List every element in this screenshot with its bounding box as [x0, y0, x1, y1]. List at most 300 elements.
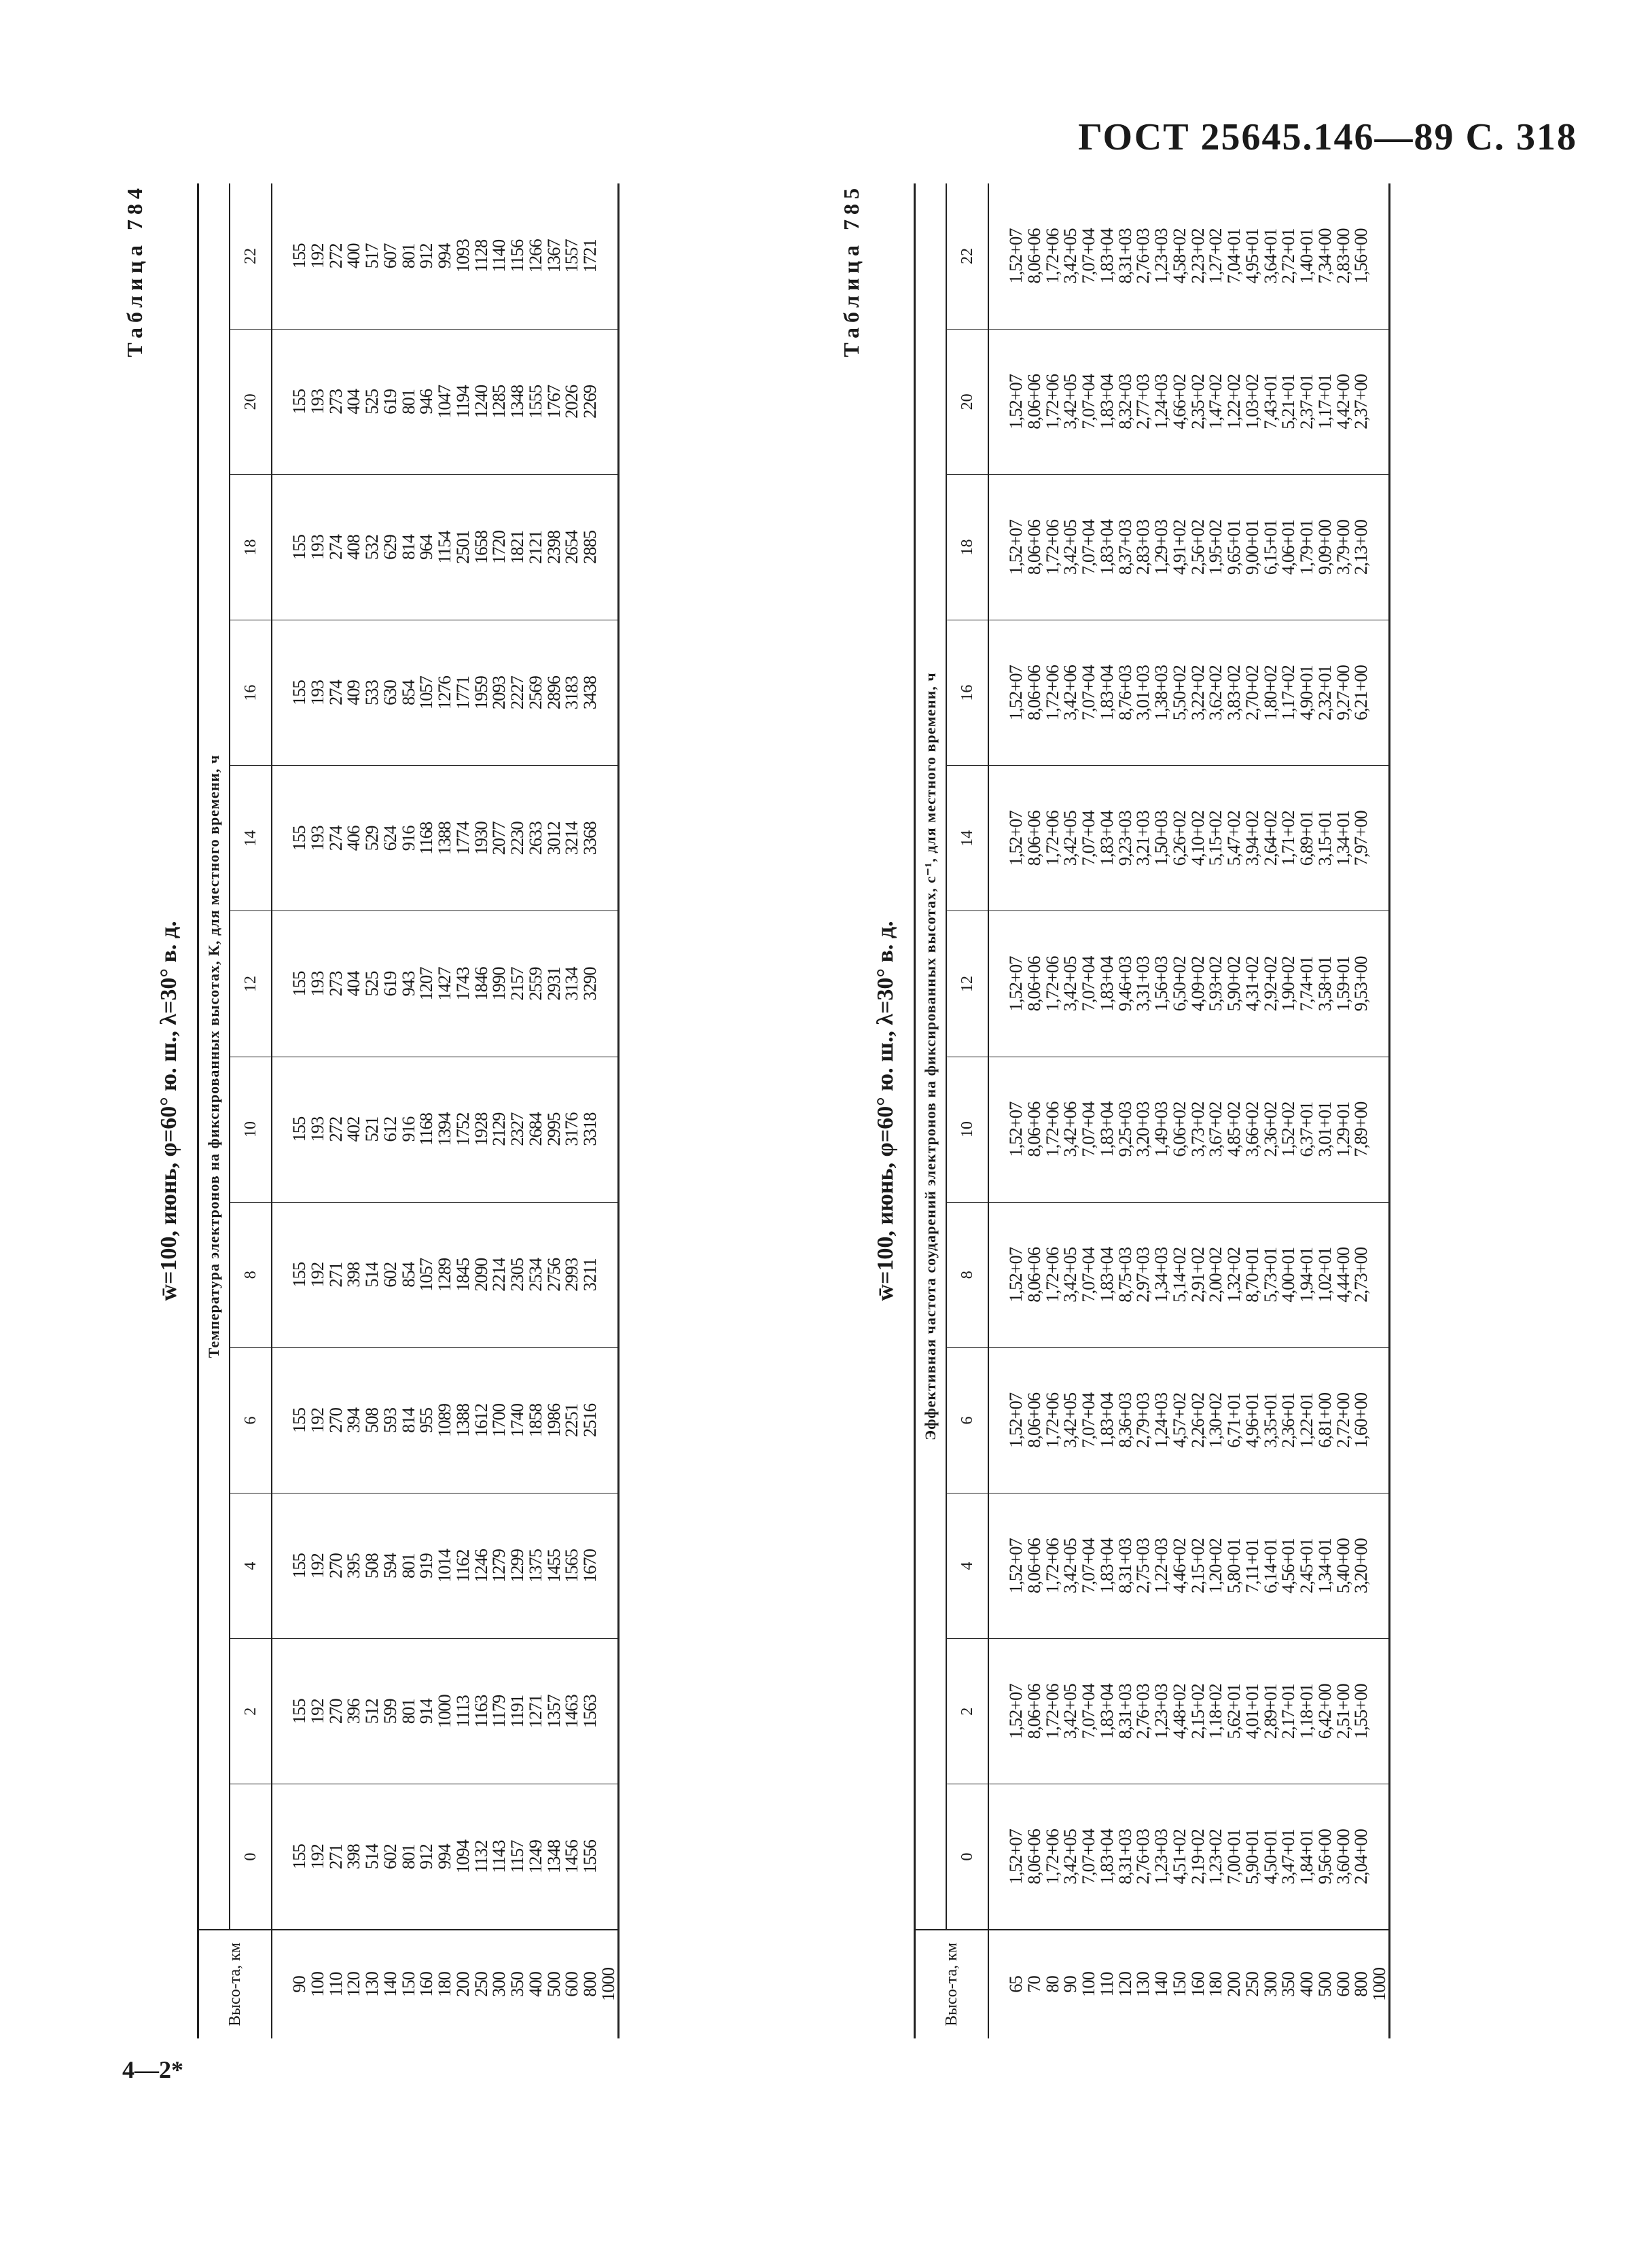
table-cell: 943	[397, 971, 418, 997]
table-cell: 394	[343, 1408, 364, 1433]
table-cell: 1455	[543, 1549, 564, 1583]
table-cell: 1179	[488, 1695, 509, 1728]
table-cell: 3176	[561, 1112, 582, 1146]
table-cell: 1,83+04	[1096, 228, 1117, 284]
table-cell: 916	[397, 1116, 418, 1142]
table-cell: 155	[289, 1116, 309, 1142]
table-cell: 3438	[579, 676, 600, 710]
value-column-6	[988, 1347, 1389, 1493]
height-value: 500	[543, 1972, 564, 1997]
table-cell: 2398	[543, 531, 564, 565]
table-cell: 1,72+06	[1041, 1393, 1062, 1448]
table-cell: 7,11+01	[1241, 1538, 1262, 1593]
table-cell: 1743	[452, 967, 473, 1001]
hour-header-8: 8	[946, 1202, 988, 1347]
height-value: 180	[434, 1972, 454, 1997]
table-cell: 5,14+02	[1168, 1247, 1189, 1303]
height-value: 350	[1278, 1972, 1299, 1997]
table-cell: 2993	[561, 1258, 582, 1292]
hour-header-8: 8	[230, 1202, 272, 1347]
table-cell: 6,14+01	[1259, 1538, 1280, 1594]
height-value: 1000	[597, 1968, 618, 2001]
table-cell: 2,19+02	[1187, 1829, 1208, 1885]
table-cell: 3318	[579, 1112, 600, 1146]
table-cell: 7,04+01	[1223, 228, 1244, 284]
table-cell: 619	[379, 971, 400, 997]
table-cell: 801	[397, 389, 418, 414]
table-cell: 8,37+03	[1114, 520, 1135, 575]
table-cell: 1670	[579, 1549, 600, 1583]
table-cell: 2633	[524, 821, 545, 855]
height-value: 130	[361, 1972, 382, 1997]
table-cell: 1132	[470, 1840, 491, 1873]
value-column-12	[272, 911, 618, 1057]
table-cell: 1,72+06	[1041, 1247, 1062, 1303]
table-cell: 1,52+07	[1005, 1538, 1026, 1594]
table-cell: 2227	[507, 676, 527, 710]
table-cell: 7,07+04	[1078, 1538, 1098, 1594]
value-column-4	[988, 1493, 1389, 1639]
table-cell: 1555	[524, 385, 545, 419]
table-cell: 2,79+03	[1132, 1393, 1153, 1448]
table-cell: 4,09+02	[1187, 956, 1208, 1012]
table-cell: 8,06+06	[1023, 1247, 1044, 1303]
table-cell: 4,00+01	[1278, 1247, 1299, 1303]
table-cell: 1246	[470, 1549, 491, 1583]
table-cell: 1,72+06	[1041, 520, 1062, 575]
height-value: 140	[379, 1972, 400, 1997]
hour-header-4: 4	[230, 1493, 272, 1639]
table-cell: 1,03+02	[1241, 374, 1262, 429]
table-cell: 1194	[452, 385, 473, 419]
table-cell: 2157	[507, 967, 527, 1001]
table-cell: 1388	[452, 1403, 473, 1437]
table-cell: 3,42+05	[1060, 811, 1081, 866]
table-cell: 1,72+06	[1041, 374, 1062, 429]
table-cell: 1556	[579, 1840, 600, 1874]
table-cell: 1,80+02	[1259, 665, 1280, 721]
table-784-label: Таблица 784	[122, 183, 147, 357]
table-cell: 1348	[543, 1840, 564, 1874]
table-cell: 2121	[524, 531, 545, 565]
table-cell: 9,09+00	[1314, 520, 1335, 575]
table-cell: 1721	[579, 239, 600, 273]
table-cell: 192	[306, 1262, 327, 1288]
table-cell: 7,07+04	[1078, 665, 1098, 721]
table-cell: 1375	[524, 1549, 545, 1583]
hour-header-22: 22	[946, 183, 988, 329]
table-cell: 8,06+06	[1023, 956, 1044, 1012]
table-cell: 1057	[416, 1258, 437, 1292]
table-cell: 1,72+06	[1041, 811, 1062, 866]
table-cell: 6,37+01	[1296, 1101, 1316, 1157]
table-cell: 3,42+05	[1060, 1538, 1081, 1594]
table-cell: 400	[343, 243, 364, 269]
table-cell: 801	[397, 1553, 418, 1578]
hour-header-row	[230, 183, 272, 2038]
table-cell: 402	[343, 1116, 364, 1142]
table-cell: 2,37+00	[1350, 374, 1371, 429]
table-cell: 912	[416, 243, 437, 269]
table-cell: 155	[289, 680, 309, 706]
table-cell: 8,06+06	[1023, 374, 1044, 429]
table-cell: 7,43+01	[1259, 374, 1280, 429]
table-cell: 398	[343, 1262, 364, 1288]
table-cell: 7,07+04	[1078, 1684, 1098, 1739]
table-cell: 2756	[543, 1258, 564, 1292]
table-cell: 1113	[452, 1695, 473, 1728]
value-column-22	[272, 183, 618, 329]
table-cell: 2,70+02	[1241, 665, 1262, 721]
table-cell: 2569	[524, 676, 545, 710]
table-cell: 1299	[507, 1549, 527, 1583]
table-cell: 1846	[470, 967, 491, 1001]
table-cell: 1,18+01	[1296, 1684, 1316, 1739]
table-cell: 4,56+01	[1278, 1538, 1299, 1594]
table-cell: 6,71+01	[1223, 1393, 1244, 1448]
group-header: Температура электронов на фиксированных высотах, К, для местного времени, ч	[198, 183, 230, 1930]
table-cell: 9,25+03	[1114, 1101, 1135, 1157]
table-cell: 2305	[507, 1258, 527, 1292]
table-cell: 1,56+00	[1350, 228, 1371, 284]
table-cell: 3,42+06	[1060, 1101, 1081, 1157]
table-cell: 1821	[507, 531, 527, 565]
table-cell: 3,21+03	[1132, 811, 1153, 866]
table-cell: 2,35+02	[1187, 374, 1208, 429]
height-value: 130	[1132, 1972, 1153, 1997]
table-cell: 7,07+04	[1078, 1101, 1098, 1157]
table-cell: 6,42+00	[1314, 1684, 1335, 1739]
table-cell: 1,23+02	[1205, 1829, 1226, 1885]
table-cell: 1986	[543, 1403, 564, 1437]
table-cell: 508	[361, 1408, 382, 1433]
table-cell: 1700	[488, 1403, 509, 1437]
height-value: 90	[289, 1976, 309, 1993]
table-cell: 3,31+03	[1132, 956, 1153, 1012]
table-cell: 2,36+02	[1259, 1101, 1280, 1157]
table-body-row	[988, 183, 1389, 2038]
table-cell: 192	[306, 1844, 327, 1870]
table-cell: 916	[397, 826, 418, 851]
table-cell: 1,52+07	[1005, 956, 1026, 1012]
table-cell: 1,83+04	[1096, 811, 1117, 866]
table-cell: 5,90+01	[1241, 1829, 1262, 1885]
hour-header-12: 12	[230, 911, 272, 1057]
table-cell: 274	[325, 680, 346, 706]
height-value: 80	[1041, 1976, 1062, 1993]
table-cell: 919	[416, 1553, 437, 1578]
table-cell: 155	[289, 1553, 309, 1578]
table-cell: 4,46+02	[1168, 1538, 1189, 1594]
table-cell: 2,26+02	[1187, 1393, 1208, 1448]
table-cell: 8,76+03	[1114, 665, 1135, 721]
value-column-18	[988, 474, 1389, 620]
table-cell: 1752	[452, 1112, 473, 1146]
table-cell: 1456	[561, 1840, 582, 1874]
height-value: 100	[1078, 1972, 1098, 1997]
table-cell: 2077	[488, 821, 509, 855]
table-cell: 801	[397, 243, 418, 269]
table-cell: 3,58+01	[1314, 956, 1335, 1012]
table-cell: 1,72+06	[1041, 665, 1062, 721]
table-cell: 1774	[452, 821, 473, 855]
hour-header-6: 6	[946, 1347, 988, 1493]
height-value: 150	[397, 1972, 418, 1997]
height-value: 800	[579, 1972, 600, 1997]
table-cell: 1,72+06	[1041, 228, 1062, 284]
table-cell: 1,47+02	[1205, 374, 1226, 429]
table-cell: 4,96+01	[1241, 1393, 1262, 1448]
value-column-10	[272, 1057, 618, 1202]
table-cell: 602	[379, 1262, 400, 1288]
height-value: 150	[1168, 1972, 1189, 1997]
table-cell: 3,01+03	[1132, 665, 1153, 721]
height-column	[988, 1930, 1389, 2038]
table-cell: 946	[416, 389, 437, 414]
table-cell: 7,07+04	[1078, 374, 1098, 429]
table-cell: 404	[343, 389, 364, 414]
table-cell: 2,92+02	[1259, 956, 1280, 1012]
hour-header-12: 12	[946, 911, 988, 1057]
table-cell: 619	[379, 389, 400, 414]
table-cell: 155	[289, 389, 309, 414]
table-cell: 2,76+03	[1132, 228, 1153, 284]
table-cell: 1240	[470, 385, 491, 419]
value-column-20	[272, 329, 618, 474]
table-cell: 1057	[416, 676, 437, 710]
table-cell: 6,06+02	[1168, 1101, 1189, 1157]
table-cell: 4,10+02	[1187, 811, 1208, 866]
table-cell: 3,42+05	[1060, 1829, 1081, 1885]
value-column-6	[272, 1347, 618, 1493]
height-column-header: Высо-та, км	[198, 1930, 272, 2038]
table-cell: 8,75+03	[1114, 1247, 1135, 1303]
table-cell: 193	[306, 535, 327, 560]
height-value: 250	[1241, 1972, 1262, 1997]
table-cell: 599	[379, 1699, 400, 1725]
table-cell: 192	[306, 1553, 327, 1578]
table-cell: 1,52+07	[1005, 665, 1026, 721]
table-cell: 1,40+01	[1296, 228, 1316, 284]
table-cell: 8,70+01	[1241, 1247, 1262, 1303]
table-cell: 2896	[543, 676, 564, 710]
table-cell: 3,20+00	[1350, 1538, 1371, 1594]
table-cell: 2,45+01	[1296, 1538, 1316, 1594]
table-cell: 1,52+07	[1005, 1101, 1026, 1157]
table-cell: 1720	[488, 531, 509, 565]
hour-header-16: 16	[230, 620, 272, 766]
table-cell: 1162	[452, 1549, 473, 1583]
table-cell: 1128	[470, 239, 491, 272]
table-cell: 7,07+04	[1078, 520, 1098, 575]
table-cell: 2,56+02	[1187, 520, 1208, 575]
table-cell: 9,65+01	[1223, 520, 1244, 575]
table-cell: 8,06+06	[1023, 1829, 1044, 1885]
table-cell: 1,27+02	[1205, 228, 1226, 284]
table-cell: 8,06+06	[1023, 1393, 1044, 1448]
height-value: 400	[1296, 1972, 1316, 1997]
table-cell: 5,62+01	[1223, 1684, 1244, 1739]
table-cell: 6,81+00	[1314, 1393, 1335, 1448]
table-cell: 9,56+00	[1314, 1829, 1335, 1885]
height-value: 180	[1205, 1972, 1226, 1997]
value-column-2	[988, 1639, 1389, 1784]
table-cell: 1,72+06	[1041, 1829, 1062, 1885]
table-cell: 7,34+00	[1314, 228, 1335, 284]
table-cell: 7,07+04	[1078, 228, 1098, 284]
table-cell: 5,15+02	[1205, 811, 1226, 866]
table-cell: 406	[343, 826, 364, 851]
table-cell: 8,31+03	[1114, 228, 1135, 284]
table-cell: 1266	[524, 239, 545, 273]
table-cell: 1,52+02	[1278, 1101, 1299, 1157]
hour-header-14: 14	[230, 766, 272, 911]
table-cell: 1,34+01	[1332, 811, 1353, 866]
value-column-22	[988, 183, 1389, 329]
value-column-10	[988, 1057, 1389, 1202]
table-cell: 8,06+06	[1023, 1684, 1044, 1739]
table-cell: 155	[289, 1408, 309, 1433]
table-cell: 814	[397, 1408, 418, 1433]
table-cell: 1767	[543, 385, 564, 419]
table-cell: 155	[289, 971, 309, 997]
table-cell: 2129	[488, 1112, 509, 1146]
table-cell: 1557	[561, 239, 582, 273]
table-cell: 1140	[488, 239, 509, 272]
table-cell: 1,56+03	[1151, 956, 1171, 1012]
table-cell: 1394	[434, 1112, 454, 1146]
table-cell: 7,07+04	[1078, 1829, 1098, 1885]
table-cell: 2,37+01	[1296, 374, 1316, 429]
height-value: 1000	[1369, 1968, 1389, 2001]
table-cell: 5,50+02	[1168, 665, 1189, 721]
table-cell: 1740	[507, 1403, 527, 1437]
table-cell: 8,06+06	[1023, 520, 1044, 575]
table-cell: 1858	[524, 1403, 545, 1437]
table-cell: 1,34+01	[1314, 1538, 1335, 1594]
table-cell: 2026	[561, 385, 582, 419]
table-cell: 1,83+04	[1096, 1829, 1117, 1885]
table-cell: 2,97+03	[1132, 1247, 1153, 1303]
table-cell: 8,32+03	[1114, 374, 1135, 429]
table-cell: 3214	[561, 821, 582, 855]
table-cell: 5,47+02	[1223, 811, 1244, 866]
table-784-panel	[122, 183, 788, 2038]
table-cell: 1,02+01	[1314, 1247, 1335, 1303]
table-785-panel	[839, 183, 1552, 2038]
table-cell: 1156	[507, 239, 527, 272]
table-cell: 1157	[507, 1840, 527, 1873]
table-cell: 4,85+02	[1223, 1101, 1244, 1157]
table-cell: 2093	[488, 676, 509, 710]
height-value: 100	[306, 1972, 327, 1997]
table-cell: 274	[325, 535, 346, 560]
table-cell: 2230	[507, 821, 527, 855]
table-cell: 4,44+00	[1332, 1247, 1353, 1303]
height-column-header: Высо-та, км	[915, 1930, 989, 2038]
table-cell: 2,17+01	[1278, 1684, 1299, 1739]
table-cell: 1,72+06	[1041, 1101, 1062, 1157]
height-value: 140	[1151, 1972, 1171, 1997]
table-cell: 5,90+02	[1223, 956, 1244, 1012]
table-cell: 607	[379, 243, 400, 269]
table-cell: 9,53+00	[1350, 956, 1371, 1012]
table-cell: 1845	[452, 1258, 473, 1292]
table-cell: 155	[289, 243, 309, 269]
table-cell: 1093	[452, 239, 473, 273]
table-cell: 155	[289, 1699, 309, 1725]
table-cell: 155	[289, 826, 309, 851]
height-value: 500	[1314, 1972, 1335, 1997]
table-cell: 192	[306, 243, 327, 269]
hour-header-0: 0	[946, 1784, 988, 1930]
hour-header-6: 6	[230, 1347, 272, 1493]
table-cell: 3183	[561, 676, 582, 710]
hour-header-4: 4	[946, 1493, 988, 1639]
value-column-0	[988, 1784, 1389, 1930]
height-column	[272, 1930, 618, 2038]
table-cell: 4,58+02	[1168, 228, 1189, 284]
table-cell: 1463	[561, 1695, 582, 1729]
height-value: 120	[343, 1972, 364, 1997]
table-785-caption: w̄=100, июнь, φ=60° ю. ш., λ=30° в. д.	[873, 921, 898, 1301]
table-cell: 193	[306, 971, 327, 997]
table-cell: 3,60+00	[1332, 1829, 1353, 1885]
table-cell: 2559	[524, 967, 545, 1001]
table-cell: 193	[306, 389, 327, 414]
table-cell: 408	[343, 535, 364, 560]
table-cell: 7,07+04	[1078, 956, 1098, 1012]
table-cell: 2,32+01	[1314, 665, 1335, 721]
hour-header-20: 20	[946, 329, 988, 474]
table-cell: 1,24+03	[1151, 374, 1171, 429]
table-cell: 1,22+03	[1151, 1538, 1171, 1594]
value-column-0	[272, 1784, 618, 1930]
height-value: 400	[524, 1972, 545, 1997]
table-cell: 8,06+06	[1023, 665, 1044, 721]
table-cell: 3,42+05	[1060, 374, 1081, 429]
table-cell: 955	[416, 1408, 437, 1433]
table-cell: 7,07+04	[1078, 1247, 1098, 1303]
table-cell: 994	[434, 1844, 454, 1870]
table-cell: 1348	[507, 385, 527, 419]
table-cell: 1,20+02	[1205, 1538, 1226, 1594]
hour-header-20: 20	[230, 329, 272, 474]
table-cell: 3,01+01	[1314, 1101, 1335, 1157]
table-cell: 1,23+03	[1151, 228, 1171, 284]
table-cell: 3,83+02	[1223, 665, 1244, 721]
table-cell: 8,31+03	[1114, 1538, 1135, 1594]
table-cell: 7,89+00	[1350, 1101, 1371, 1157]
height-value: 250	[470, 1972, 491, 1997]
table-cell: 1,50+03	[1151, 811, 1171, 866]
table-cell: 3,42+05	[1060, 956, 1081, 1012]
table-cell: 2,13+00	[1350, 520, 1371, 575]
height-value: 65	[1005, 1976, 1026, 1993]
table-cell: 1168	[416, 1113, 437, 1146]
table-cell: 1771	[452, 676, 473, 710]
table-cell: 2,91+02	[1187, 1247, 1208, 1303]
table-cell: 2251	[561, 1403, 582, 1437]
height-value: 800	[1350, 1972, 1371, 1997]
table-cell: 1,52+07	[1005, 1684, 1026, 1739]
table-cell: 3,42+05	[1060, 520, 1081, 575]
hour-header-22: 22	[230, 183, 272, 329]
table-cell: 1249	[524, 1840, 545, 1874]
table-cell: 1959	[470, 676, 491, 710]
table-cell: 1,29+03	[1151, 520, 1171, 575]
table-cell: 4,95+01	[1241, 228, 1262, 284]
